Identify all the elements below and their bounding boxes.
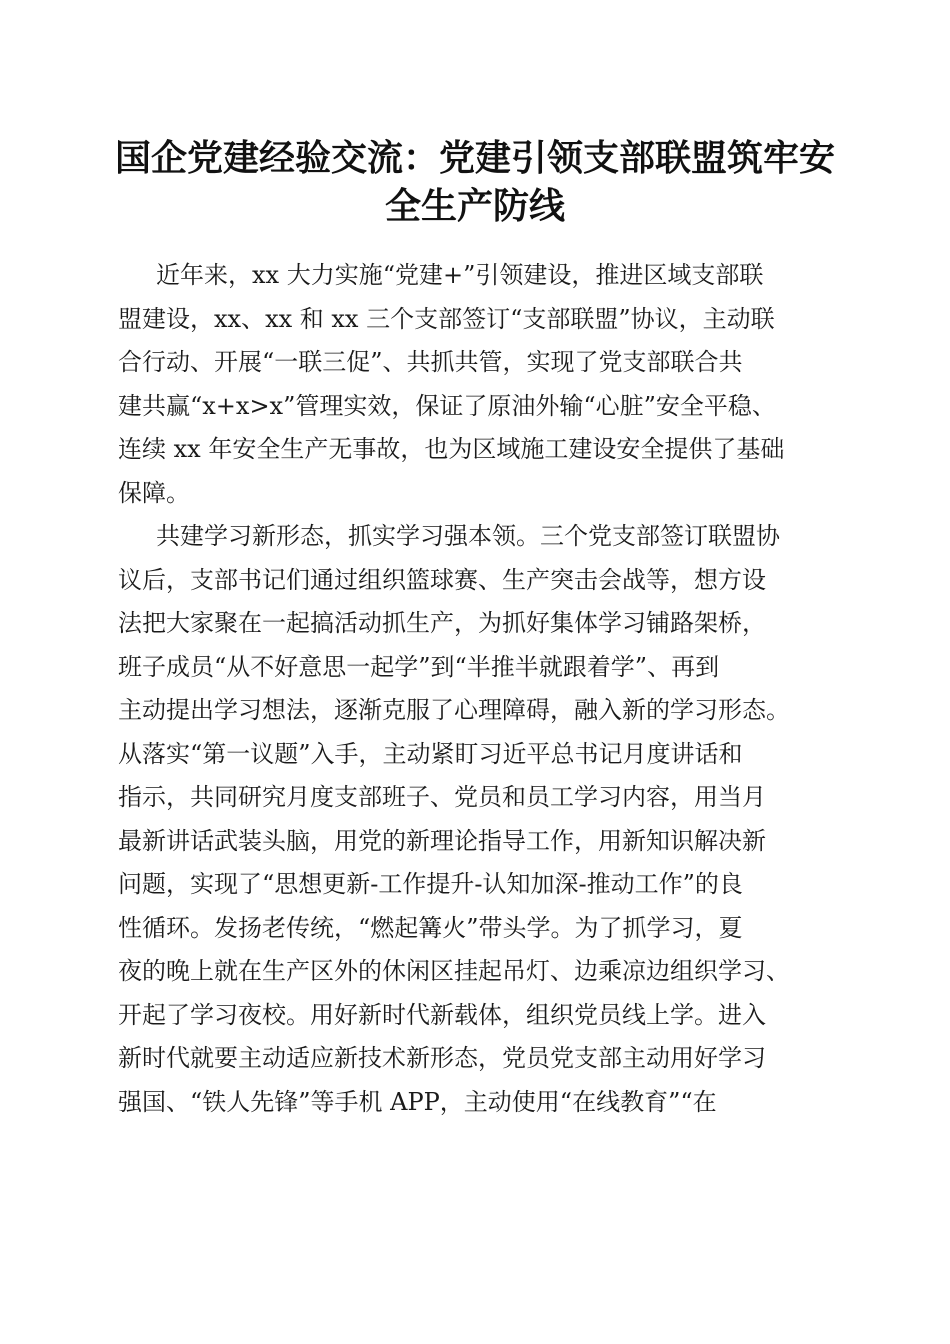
paragraph-2-line: 最新讲话武装头脑，用党的新理论指导工作，用新知识解决新 bbox=[118, 826, 766, 855]
paragraph-1-line: 合行动、开展“一联三促”、共抓共管，实现了党支部联合共 bbox=[118, 348, 743, 376]
paragraph-2-line: 法把大家聚在一起搞活动抓生产，为抓好集体学习铺路架桥， bbox=[118, 609, 766, 637]
title-line-2: 全生产防线 bbox=[384, 185, 565, 227]
paragraph-2-line: 共建学习新形态，抓实学习强本领。三个党支部签订联盟协 bbox=[156, 522, 780, 550]
paragraph-1-line: 近年来，xx 大力实施“党建+”引领建设，推进区域支部联 bbox=[156, 261, 764, 289]
title-line-1: 国企党建经验交流：党建引领支部联盟筑牢安 bbox=[114, 137, 835, 179]
paragraph-2-line: 问题，实现了“思想更新-工作提升-认知加深-推动工作”的良 bbox=[118, 870, 743, 898]
paragraph-1-line: 盟建设，xx、xx 和 xx 三个支部签订“支部联盟”协议，主动联 bbox=[118, 304, 775, 333]
paragraph-2-line: 主动提出学习想法，逐渐克服了心理障碍，融入新的学习形态。 bbox=[118, 696, 790, 724]
paragraph-2-line: 从落实“第一议题”入手，主动紧盯习近平总书记月度讲话和 bbox=[118, 739, 743, 768]
paragraph-1-line: 保障。 bbox=[118, 478, 190, 507]
paragraph-2-line: 强国、“铁人先锋”等手机 APP，主动使用“在线教育”“在 bbox=[118, 1087, 717, 1116]
paragraph-2-line: 议后，支部书记们通过组织篮球赛、生产突击会战等，想方设 bbox=[118, 565, 766, 594]
paragraph-2-line: 班子成员“从不好意思一起学”到“半推半就跟着学”、再到 bbox=[118, 652, 720, 681]
paragraph-2-line: 开起了学习夜校。用好新时代新载体，组织党员线上学。进入 bbox=[118, 1000, 766, 1029]
paragraph-2-line: 性循环。发扬老传统，“燃起篝火”带头学。为了抓学习，夏 bbox=[118, 913, 743, 942]
paragraph-2-line: 夜的晚上就在生产区外的休闲区挂起吊灯、边乘凉边组织学习、 bbox=[118, 957, 790, 985]
document-title bbox=[100, 134, 850, 230]
paragraph-2 bbox=[118, 515, 838, 1124]
paragraph-2-line: 新时代就要主动适应新技术新形态，党员党支部主动用好学习 bbox=[118, 1044, 766, 1072]
paragraph-1 bbox=[118, 254, 838, 515]
paragraph-1-line: 建共赢“x+x>x”管理实效，保证了原油外输“心脏”安全平稳、 bbox=[118, 391, 776, 420]
paragraph-2-line: 指示，共同研究月度支部班子、党员和员工学习内容，用当月 bbox=[118, 783, 766, 811]
document-body bbox=[118, 254, 838, 1124]
paragraph-1-line: 连续 xx 年安全生产无事故，也为区域施工建设安全提供了基础 bbox=[118, 435, 785, 463]
